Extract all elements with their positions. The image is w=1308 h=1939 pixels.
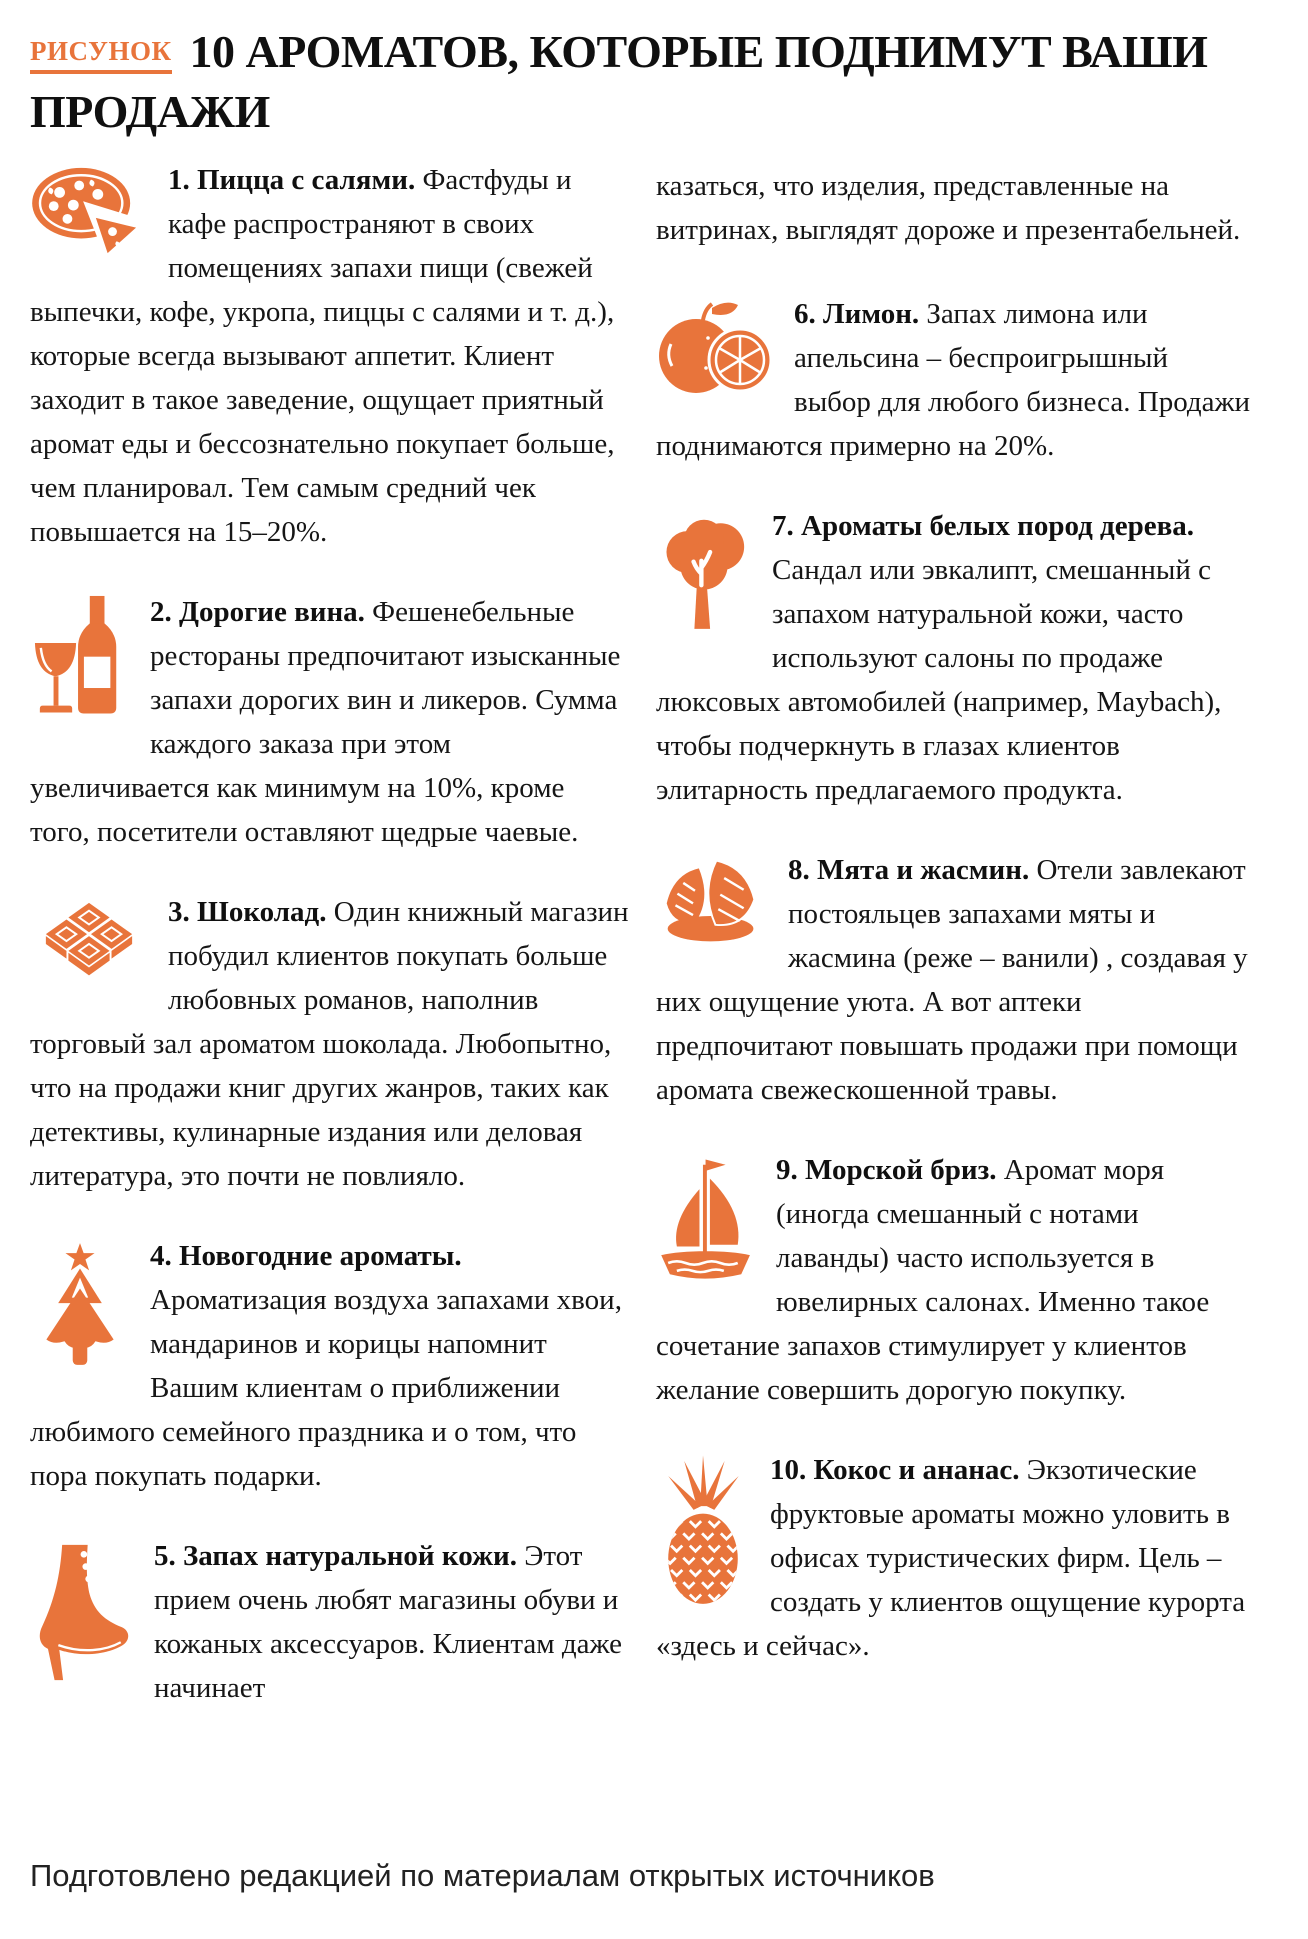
item-text: Этот прием очень любят магазины обуви и кожаных аксессуаров. Клиентам даже начинает [154,1540,623,1704]
item-title: 8. Мята и жасмин. [788,854,1030,886]
page-title: 10 АРОМАТОВ, КОТОРЫЕ ПОДНИМУТ ВАШИ ПРОДАЖИ [30,26,1208,137]
item-text: Фастфуды и кафе распространяют в своих помещениях запахи пищи (свежей выпечки, кофе, укропа, пиццы с салями и т. д.), которые всегда вызывают аппетит. Клиент заходит в такое заведение, ощущает приятный аромат еды и бессознательно покупает больше, чем планировал. Тем самым средний чек повышается на 15–20%. [30,164,615,548]
christmas-tree-icon [30,1238,130,1390]
item-text: Сандал или эвкалипт, смешанный с запахом натуральной кожи, часто используют салоны по продаже люксовых автомобилей (например, Maybach), чтобы подчеркнуть в глазах клиентов элитарность предлагаемого продукта. [656,554,1222,806]
item-title: 7. Ароматы белых пород дерева. [772,510,1194,542]
tree-icon [656,508,752,638]
wine-icon [30,594,130,736]
item-title: 1. Пицца с салями. [168,164,416,196]
pizza-icon [30,162,148,260]
figure-kicker: РИСУНОК [30,36,172,74]
item-title: 5. Запах натуральной кожи. [154,1540,517,1572]
item-title: 4. Новогодние ароматы. [150,1240,462,1272]
item-text: Отели завлекают постояльцев запахами мяты и жасмина (реже – ванили) , создавая у них ощущение уюта. А вот аптеки предпочитают повышать продажи при помощи аромата свежескошенной травы. [656,854,1248,1106]
list-item [30,890,630,1198]
list-item [30,1534,630,1710]
item-text: Ароматизация воздуха запахами хвои, мандаринов и корицы напомнит Вашим клиентам о приближении любимого семейного праздника и о том, что пора покупать подарки. [30,1284,622,1492]
figure-header [0,0,1308,142]
citrus-icon [656,296,774,396]
leaves-icon [656,852,768,946]
item-title: 6. Лимон. [794,298,920,330]
item-text: Фешенебельные рестораны предпочитают изысканные запахи дорогих вин и ликеров. Сумма каждого заказа при этом увеличивается как минимум на 10%, кроме того, посетители оставляют щедрые чаевые. [30,596,621,848]
item-text-continuation: казаться, что изделия, представленные на витринах, выглядят дороже и презентабельней. [656,170,1241,246]
item-title: 10. Кокос и ананас. [770,1454,1020,1486]
list-item [656,1448,1252,1668]
list-item [30,158,630,554]
list-item [656,1148,1252,1412]
item-title: 2. Дорогие вина. [150,596,365,628]
item-text: Запах лимона или апельсина – беспроигрышный выбор для любого бизнеса. Продажи поднимаются примерно на 20%. [656,298,1251,462]
list-item [656,848,1252,1112]
pineapple-icon [656,1452,750,1610]
list-item [30,1234,630,1498]
two-column-body [0,158,1308,1746]
chocolate-icon [30,894,148,992]
item-title: 9. Морской бриз. [776,1154,997,1186]
left-column [30,158,630,1746]
item-text: Экзотические фруктовые ароматы можно уловить в офисах туристических фирм. Цель – создать у клиентов ощущение курорта «здесь и сейчас». [656,1454,1246,1662]
list-item [30,590,630,854]
source-note: Подготовлено редакцией по материалам открытых источников [30,1858,935,1893]
list-item [656,292,1252,468]
item-text: Аромат моря (иногда смешанный с нотами лаванды) часто используется в ювелирных салонах. Именно такое сочетание запахов стимулирует у клиентов желание совершить дорогую покупку. [656,1154,1210,1406]
high-heel-boot-icon [30,1538,134,1686]
sailboat-icon [656,1152,756,1294]
right-column [656,158,1252,1746]
list-item [656,504,1252,812]
item-title: 3. Шоколад. [168,896,327,928]
item-text: Один книжный магазин побудил клиентов покупать больше любовных романов, наполнив торговый зал ароматом шоколада. Любопытно, что на продажи книг других жанров, таких как детективы, кулинарные издания или деловая литература, это почти не повлияло. [30,896,629,1192]
